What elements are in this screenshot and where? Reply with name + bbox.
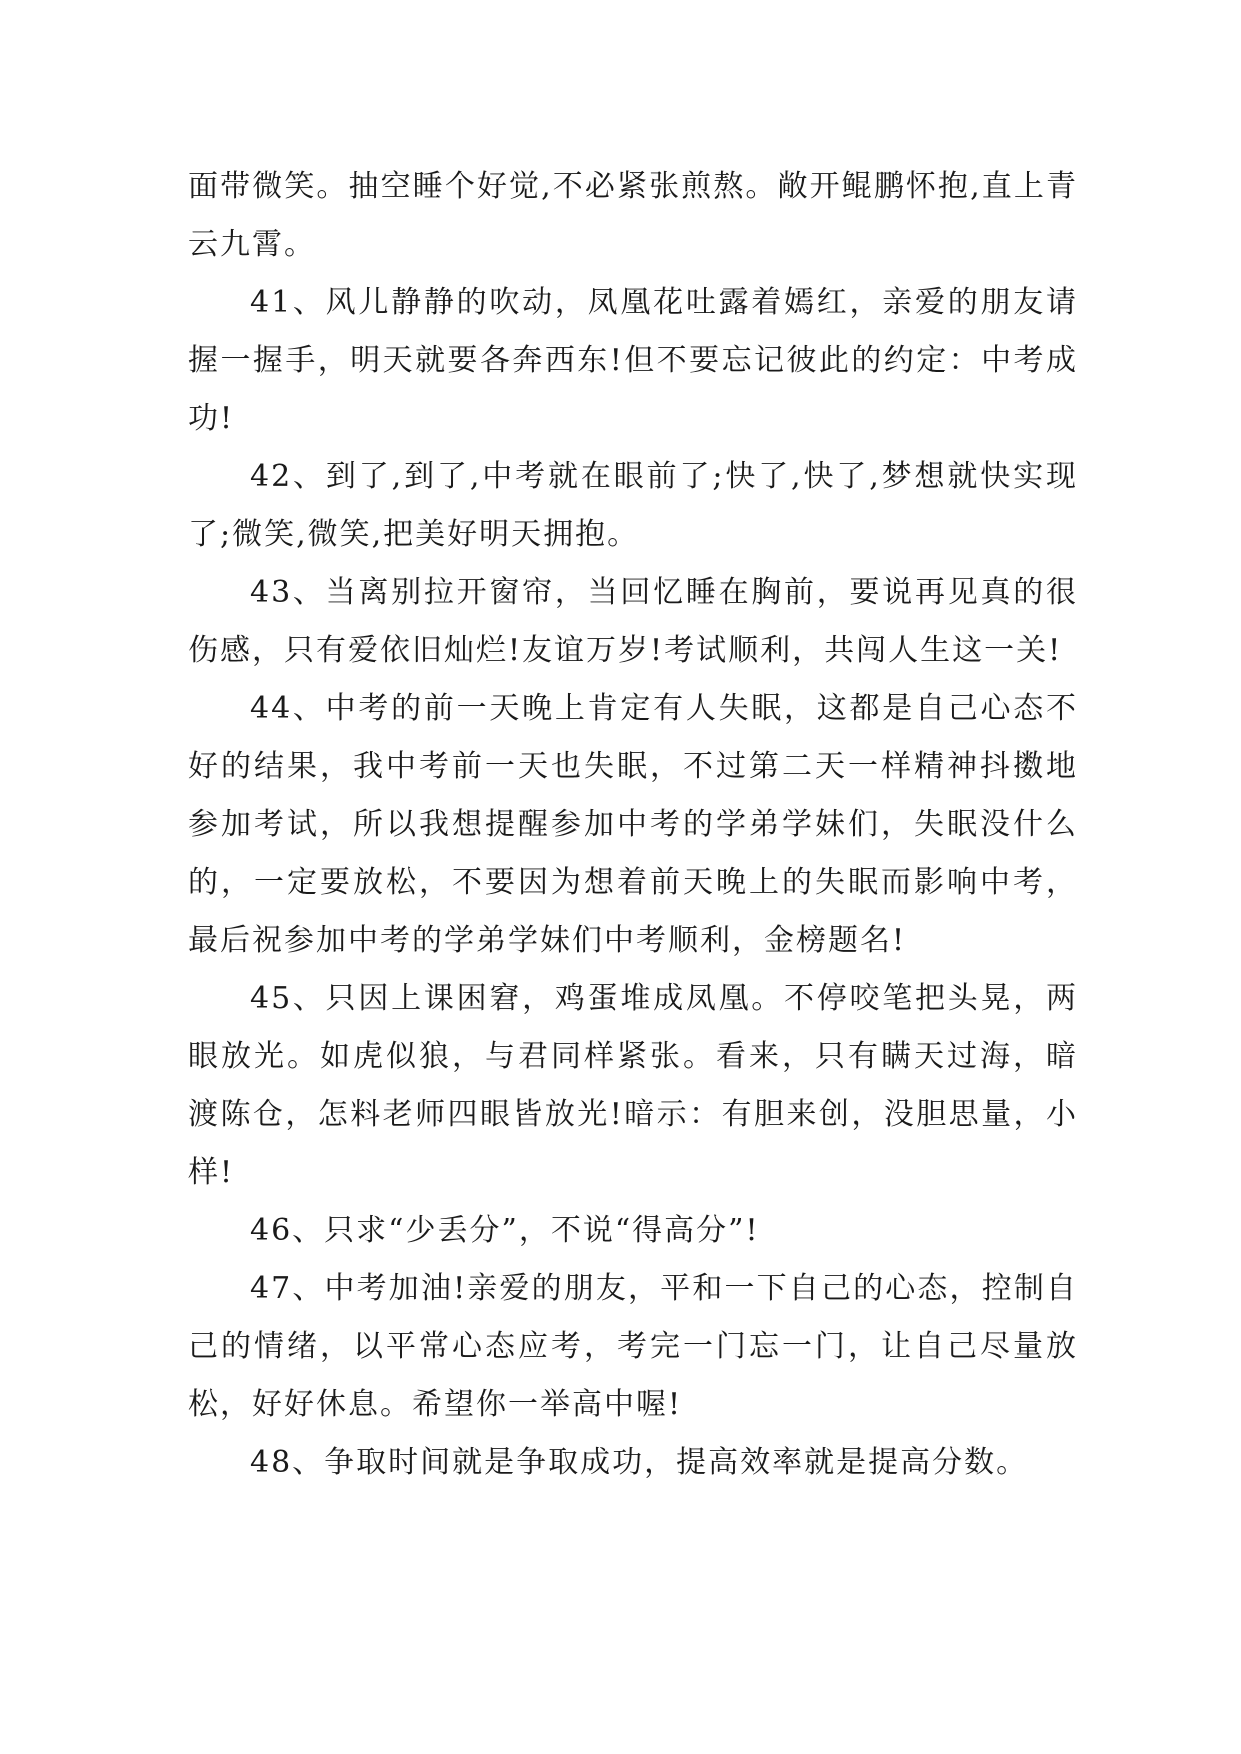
paragraph-44: 44、中考的前一天晚上肯定有人失眠，这都是自己心态不好的结果，我中考前一天也失眠，不过第二天一样精神抖擞地参加考试，所以我想提醒参加中考的学弟学妹们，失眠没什么的，一定要放松，不要因为想着前天晚上的失眠而影响中考，最后祝参加中考的学弟学妹们中考顺利，金榜题名! xyxy=(188,691,1078,958)
paragraph-45: 45、只因上课困窘，鸡蛋堆成凤凰。不停咬笔把头晃，两眼放光。如虎似狼，与君同样紧张。看来，只有瞒天过海，暗渡陈仓，怎料老师四眼皆放光!暗示：有胆来创，没胆思量，小样! xyxy=(188,981,1078,1190)
paragraph-46: 46、只求“少丢分”，不说“得高分”! xyxy=(250,1213,760,1248)
paragraph-43: 43、当离别拉开窗帘，当回忆睡在胸前，要说再见真的很伤感，只有爱依旧灿烂!友谊万岁!考试顺利，共闯人生这一关! xyxy=(188,575,1078,668)
paragraph-42: 42、到了,到了,中考就在眼前了;快了,快了,梦想就快实现了;微笑,微笑,把美好明天拥抱。 xyxy=(188,459,1078,552)
document-page xyxy=(188,158,1078,1492)
paragraph-41: 41、风儿静静的吹动，凤凰花吐露着嫣红，亲爱的朋友请握一握手，明天就要各奔西东!但不要忘记彼此的约定：中考成功! xyxy=(188,285,1078,436)
paragraph-48: 48、争取时间就是争取成功，提高效率就是提高分数。 xyxy=(250,1445,1029,1480)
paragraph-47: 47、中考加油!亲爱的朋友，平和一下自己的心态，控制自己的情绪，以平常心态应考，考完一门忘一门，让自己尽量放松，好好休息。希望你一举高中喔! xyxy=(188,1271,1078,1422)
paragraph-continuation: 面带微笑。抽空睡个好觉,不必紧张煎熬。敞开鲲鹏怀抱,直上青云九霄。 xyxy=(188,169,1078,262)
